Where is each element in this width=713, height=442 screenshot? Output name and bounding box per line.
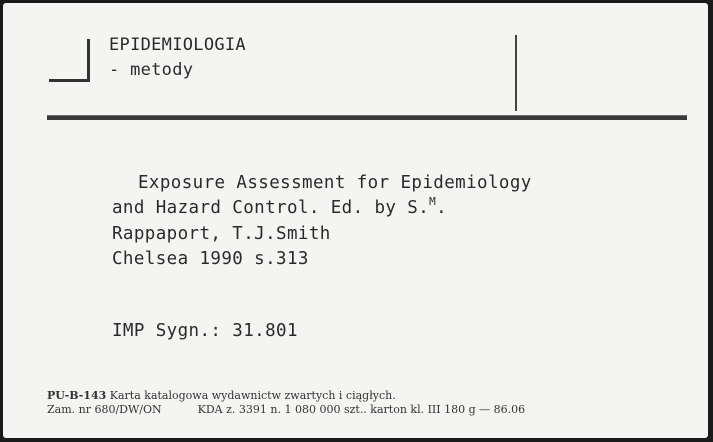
footer-form-title: Karta katalogowa wydawnictw zwartych i ciągłych. xyxy=(109,389,396,402)
footer-print-info: KDA z. 3391 n. 1 080 000 szt.. karton kl. III 180 g — 86.06 xyxy=(197,403,526,416)
entry-line-3: Rappaport, T.J.Smith xyxy=(112,224,331,244)
footer-form-code: PU-B-143 xyxy=(47,389,107,402)
bracket-mark-vertical xyxy=(87,39,90,81)
header-divider-horizontal xyxy=(47,115,687,120)
subject-heading-block xyxy=(109,33,246,83)
entry-line-4: Chelsea 1990 s.313 xyxy=(112,249,309,269)
footer-line-1 xyxy=(47,389,525,403)
footer-line-2 xyxy=(47,403,525,417)
subject-heading: EPIDEMIOLOGIA xyxy=(109,35,246,55)
printer-footer xyxy=(47,389,525,417)
footer-order-number: Zam. nr 680/DW/ON xyxy=(47,403,162,416)
bibliographic-entry xyxy=(112,171,532,272)
call-number-label: IMP Sygn.: xyxy=(112,321,222,341)
call-number xyxy=(112,321,298,341)
header-divider-vertical xyxy=(515,35,517,111)
bracket-mark-horizontal xyxy=(49,79,90,82)
call-number-value: 31.801 xyxy=(232,321,298,341)
catalog-card xyxy=(3,3,708,438)
subject-subheading: - metody xyxy=(109,60,194,80)
entry-line-2: and Hazard Control. Ed. by S.$^M$. xyxy=(112,195,448,218)
entry-superscript: M xyxy=(429,195,437,208)
entry-line-1: Exposure Assessment for Epidemiology xyxy=(138,173,532,193)
